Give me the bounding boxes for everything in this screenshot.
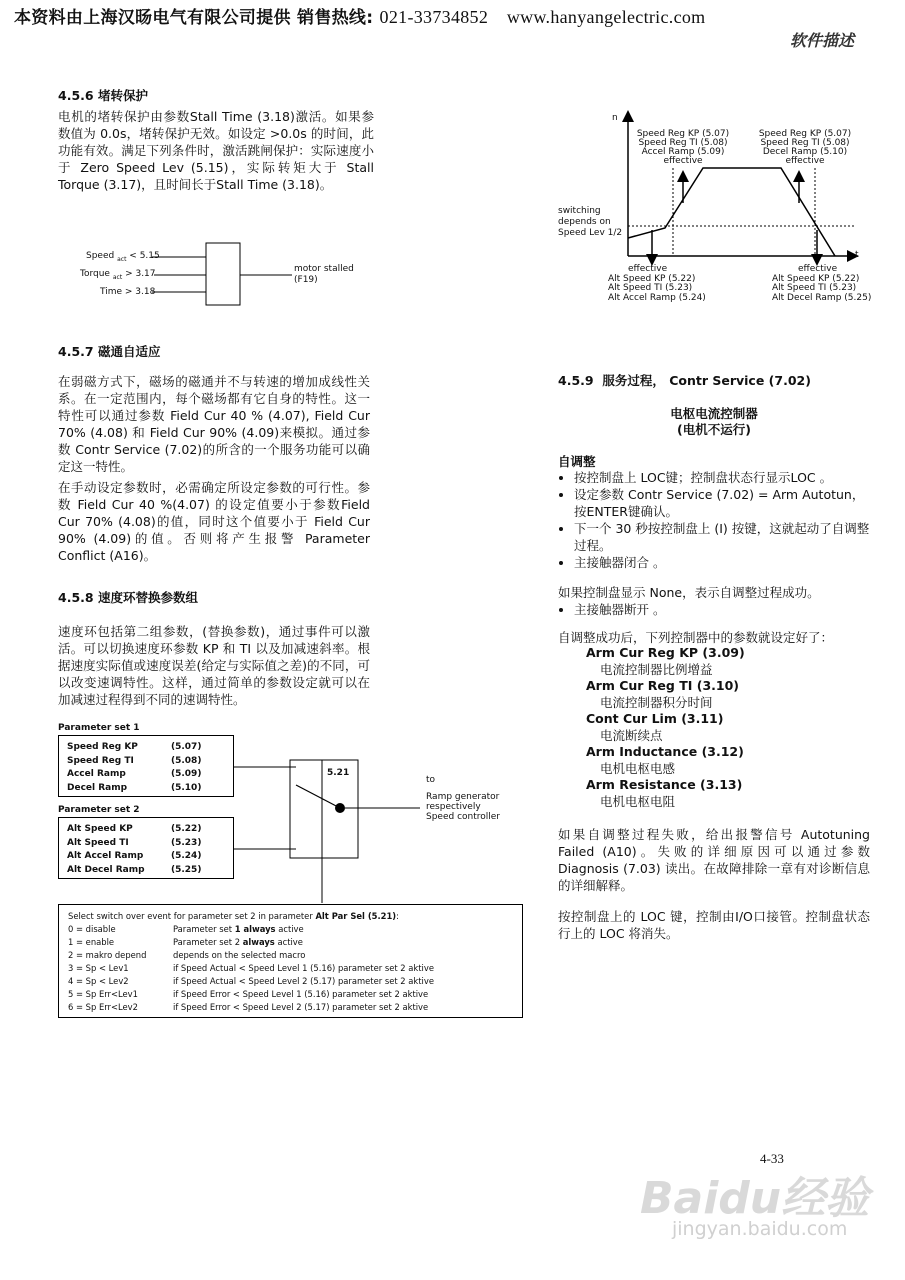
autotune-fail-text: 如果自调整过程失败，给出报警信号 Autotuning Failed (A10)。失败的详细原因可以通过参数 Diagnosis (7.03) 读出。在故障排除一章有对诊断信息的详细解释。: [558, 827, 870, 893]
banner-phone: 021-33734852: [379, 7, 489, 27]
set2-row: Alt Speed KP (5.22): [67, 824, 202, 834]
table-row: 1 = enable Parameter set 2 always active: [68, 937, 303, 947]
param-set-2-label: Parameter set 2: [58, 805, 140, 815]
param-desc: 电机电枢电阻: [600, 793, 676, 809]
input-speed: Speed $_{act}$ < 5.15: [86, 251, 160, 263]
set1-row: Accel Ramp (5.09): [67, 769, 202, 779]
destination-label: Ramp generator respectively Speed controller: [426, 792, 501, 822]
step-item: • 主接触器闭合 。: [574, 554, 870, 571]
table-row: 5 = Sp Err<Lev1 if Speed Error < Speed Level 1 (5.16) parameter set 2 aktive: [68, 989, 429, 999]
param-name: Arm Cur Reg KP (3.09): [586, 645, 745, 660]
param-name: Arm Inductance (3.12): [586, 744, 744, 759]
autotune-title: 自调整: [558, 454, 596, 469]
stall-logic-diagram: [150, 238, 300, 308]
table-intro: Select switch over event for parameter set 2 in parameter Alt Par Sel (5.21):: [68, 911, 399, 921]
baidu-watermark: Baidu经验: [640, 1173, 870, 1224]
switching-note: switching depends on Speed Lev 1/2: [558, 206, 623, 238]
top-left-params: Speed Reg KP (5.07) Speed Reg TI (5.08) Accel Ramp (5.09) effective: [636, 129, 730, 166]
banner-website: www.hanyangelectric.com: [506, 7, 706, 27]
and-gate-box: [206, 243, 240, 305]
to-label: to: [426, 775, 436, 785]
param-name: Cont Cur Lim (3.11): [586, 711, 724, 726]
set2-row: Alt Decel Ramp (5.25): [67, 864, 202, 875]
step-item: • 设定参数 Contr Service (7.02) = Arm Autotun，按ENTER键确认。: [574, 486, 870, 520]
header-banner: [14, 3, 894, 28]
step-item: • 按控制盘上 LOC键；控制盘状态行显示LOC 。: [574, 469, 870, 486]
after-autotune-line: 自调整成功后，下列控制器中的参数就设定好了：: [558, 630, 834, 645]
speed-curve: [628, 168, 835, 256]
section-title: 软件描述: [790, 31, 855, 50]
set1-row: Speed Reg TI (5.08): [67, 755, 202, 766]
heading-4-5-9: 4.5.9 服务过程， Contr Service (7.02): [558, 373, 811, 388]
param-set-1-box: [58, 735, 234, 797]
param-desc: 电流控制器比例增益: [600, 661, 713, 677]
output-motor-stalled: motor stalled: [294, 264, 354, 274]
n-axis-label: n: [612, 113, 618, 123]
heading-4-5-8: 4.5.8 速度环替换参数组: [58, 590, 198, 605]
param-name: Arm Cur Reg TI (3.10): [586, 678, 740, 693]
step-item: • 下一个 30 秒按控制盘上 (I) 按键，这就起动了自调整过程。: [574, 520, 870, 554]
top-right-params: Speed Reg KP (5.07) Speed Reg TI (5.08) Decel Ramp (5.10) effective: [758, 129, 852, 166]
bottom-left-params: effective Alt Speed KP (5.22) Alt Speed TI (5.23) Alt Accel Ramp (5.24): [608, 264, 706, 303]
bottom-right-params: effective Alt Speed KP (5.22) Alt Speed TI (5.23) Alt Decel Ramp (5.25): [772, 264, 872, 303]
heading-4-5-7: 4.5.7 磁通自适应: [58, 344, 161, 359]
motor-not-running-note: (电机不运行): [677, 422, 751, 437]
switch-pivot: [335, 803, 345, 813]
input-time: Time > 3.18: [100, 287, 156, 297]
table-row: 4 = Sp < Lev2 if Speed Actual < Speed Level 2 (5.17) parameter set 2 aktive: [68, 976, 434, 986]
flux-adaptation-text-2: 在手动设定参数时，必需确定所设定参数的可行性。参数 Field Cur 40 %(4.07) 的设定值要小于参数Field Cur 70% (4.08)的值，同时这个值要小于 Field Cur 90% (4.09)的值。否则将产生报警 Parameter Conflict (A16)。: [58, 480, 370, 563]
tuned-params-list: [558, 645, 870, 810]
set2-row: Alt Accel Ramp (5.24): [67, 851, 202, 861]
param-desc: 电流控制器积分时间: [600, 694, 713, 710]
set1-row: Speed Reg KP (5.07): [67, 742, 202, 752]
t-axis-label: t: [855, 250, 859, 260]
stall-protection-text: 电机的堵转保护由参数Stall Time (3.18)激活。如果参数值为 0.0s，堵转保护无效。如设定 >0.0s 的时间，此功能有效。满足下列条件时，激活跳闸保护：实际速度小于 Zero Speed Lev (5.15)，实际转矩大于 Stall Torque (3.17)，且时间长于Stall Time (3.18)。: [58, 109, 374, 192]
none-result-line: 如果控制盘显示 None，表示自调整过程成功。: [558, 585, 820, 600]
param-desc: 电流断续点: [600, 727, 663, 743]
autotune-steps: [558, 469, 870, 571]
param-set-2-box: [58, 817, 234, 879]
flux-adaptation-text-1: 在弱磁方式下，磁场的磁通并不与转速的增加成线性关系。在一定范围内，每个磁场都有它自身的特性。这一特性可以通过参数 Field Cur 40 % (4.07), Field Cur 70% (4.08) 和 Field Cur 90% (4.09)来模拟。通过参数 Contr Service (7.02)的所含的一个服务功能可以确定这一特性。: [58, 374, 370, 474]
alt-param-text: 速度环包括第二组参数，(替换参数)，通过事件可以激活。可以切换速度环参数 KP 和 TI 以及加减速斜率。根据速度实际值或速度误差(给定与实际值之差)的不同，可以改变速调特性。这样，通过简单的参数设定就可以在加减速过程得到不同的速调特性。: [58, 624, 370, 707]
baidu-watermark-url: jingyan.baidu.com: [672, 1218, 848, 1240]
loc-key-text: 按控制盘上的 LOC 键，控制由I/O口接管。控制盘状态行上的 LOC 将消失。: [558, 909, 870, 941]
switch-blade: [296, 785, 340, 808]
table-row: 6 = Sp Err<Lev2 if Speed Error < Speed Level 2 (5.17) parameter set 2 aktive: [68, 1002, 429, 1012]
output-fault-code: (F19): [294, 275, 318, 285]
table-row: 3 = Sp < Lev1 if Speed Actual < Speed Level 1 (5.16) parameter set 2 aktive: [68, 963, 434, 973]
table-row: 2 = makro depend depends on the selected macro: [68, 950, 306, 960]
set2-row: Alt Speed TI (5.23): [67, 837, 202, 848]
input-torque: Torque $_{act}$ > 3.17: [80, 269, 156, 281]
param-desc: 电机电枢电感: [600, 760, 676, 776]
switch-param-label: 5.21: [327, 768, 350, 778]
banner-text: 本资料由上海汉旸电气有限公司提供 销售热线:: [14, 8, 374, 28]
set1-row: Decel Ramp (5.10): [67, 782, 202, 793]
page-number: 4-33: [760, 1151, 784, 1166]
armature-controller-title: 电枢电流控制器: [670, 406, 758, 421]
table-row: 0 = disable Parameter set 1 always active: [68, 924, 304, 934]
param-set-1-label: Parameter set 1: [58, 723, 140, 733]
alt-par-sel-table: [58, 904, 523, 1018]
param-name: Arm Resistance (3.13): [586, 777, 743, 792]
contactor-open: • 主接触器断开 。: [558, 601, 870, 618]
heading-4-5-6: 4.5.6 堵转保护: [58, 88, 148, 103]
